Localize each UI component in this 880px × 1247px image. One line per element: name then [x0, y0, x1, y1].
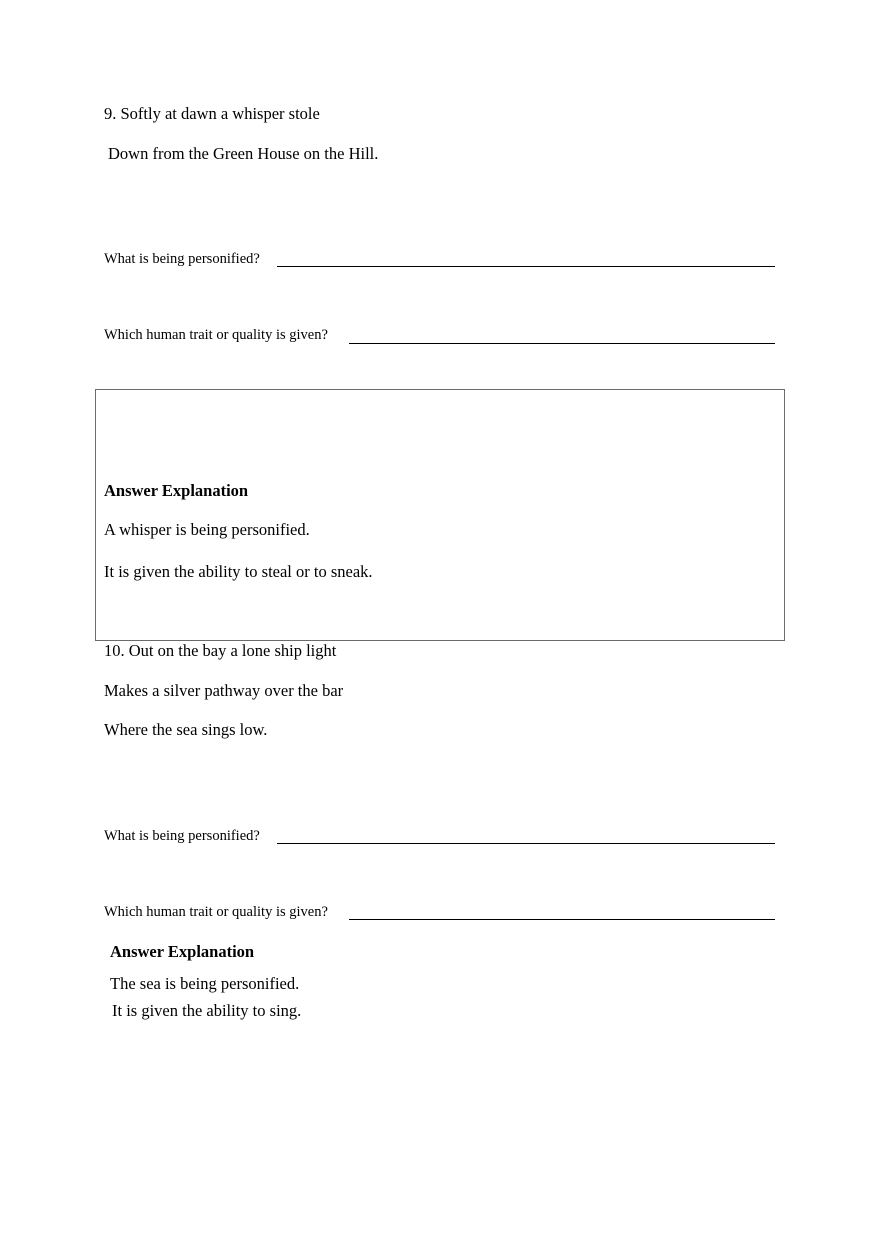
q10-trait-answer-blank[interactable]: [349, 919, 775, 920]
q9-prompt-trait: Which human trait or quality is given?: [104, 327, 328, 343]
q9-explanation-heading: Answer Explanation: [104, 481, 249, 500]
q10-personified-answer-blank[interactable]: [277, 843, 775, 844]
q9-poem-line-2: Down from the Green House on the Hill.: [108, 144, 379, 163]
q9-explanation-answer-1: A whisper is being personified.: [104, 520, 310, 539]
q10-explanation-answer-2: It is given the ability to sing.: [112, 1001, 302, 1020]
q9-prompt-personified: What is being personified?: [104, 251, 260, 267]
q10-poem-line-2: Makes a silver pathway over the bar: [104, 681, 344, 700]
q10-prompt-trait: Which human trait or quality is given?: [104, 904, 328, 920]
q9-answer-explanation-box: [95, 389, 785, 641]
q9-trait-answer-blank[interactable]: [349, 343, 775, 344]
q9-poem-line-1: 9. Softly at dawn a whisper stole: [104, 104, 320, 123]
q9-explanation-answer-2: It is given the ability to steal or to sneak.: [104, 562, 373, 581]
q10-explanation-heading: Answer Explanation: [110, 942, 255, 961]
q10-poem-line-1: 10. Out on the bay a lone ship light: [104, 641, 337, 660]
q10-poem-line-3: Where the sea sings low.: [104, 720, 268, 739]
q9-personified-answer-blank[interactable]: [277, 266, 775, 267]
q10-prompt-personified: What is being personified?: [104, 828, 260, 844]
q10-explanation-answer-1: The sea is being personified.: [110, 974, 300, 993]
